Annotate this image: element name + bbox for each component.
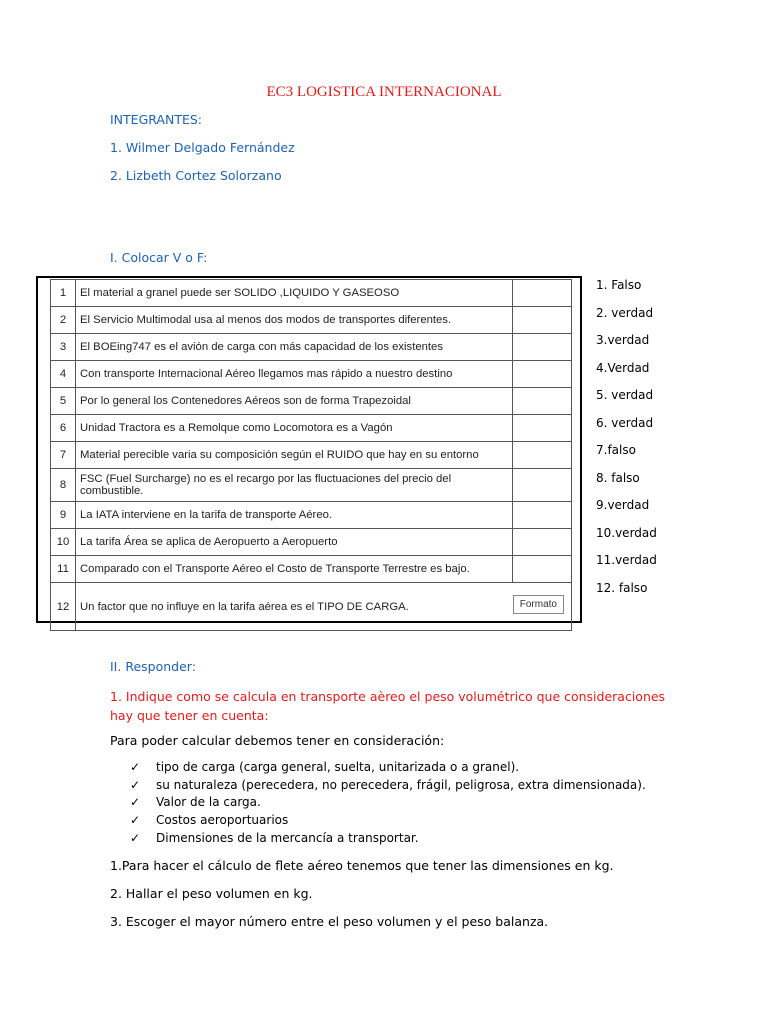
step-3: 3. Escoger el mayor número entre el peso volumen y el peso balanza. bbox=[110, 914, 549, 929]
document-title: EC3 LOGISTICA INTERNACIONAL bbox=[266, 84, 502, 100]
true-false-table bbox=[50, 279, 572, 631]
answer-item: 6. verdad bbox=[596, 415, 654, 430]
table-row bbox=[51, 529, 572, 556]
answer-cell bbox=[513, 442, 572, 469]
table-row bbox=[51, 415, 572, 442]
answer-cell bbox=[513, 388, 572, 415]
true-false-table-frame bbox=[36, 276, 582, 623]
question-text: Material perecible varia su composición según el RUIDO que hay en su entorno bbox=[76, 442, 513, 469]
checkmark-icon: ✓ bbox=[130, 777, 141, 792]
answers-list bbox=[596, 278, 756, 608]
considerations-list bbox=[130, 758, 646, 847]
answer-item: 9.verdad bbox=[596, 498, 650, 512]
answer-item: 3.verdad bbox=[596, 333, 650, 347]
table-row bbox=[51, 307, 572, 334]
member-1: 1. Wilmer Delgado Fernández bbox=[110, 140, 295, 155]
table-row bbox=[51, 388, 572, 415]
question-number: 11 bbox=[51, 556, 76, 583]
list-item bbox=[130, 776, 646, 794]
answer-item: 2. verdad bbox=[596, 305, 654, 320]
checkmark-icon: ✓ bbox=[130, 813, 141, 828]
answer-item: 11.verdad bbox=[596, 553, 657, 567]
table-row bbox=[51, 583, 572, 631]
table-row bbox=[51, 556, 572, 583]
question-number: 4 bbox=[51, 361, 76, 388]
section-1-heading: I. Colocar V o F: bbox=[110, 250, 208, 265]
question-number: 12 bbox=[51, 583, 76, 631]
formato-button[interactable]: Formato bbox=[513, 595, 564, 614]
answer-cell bbox=[513, 334, 572, 361]
step-1: 1.Para hacer el cálculo de flete aéreo tenemos que tener las dimensiones en kg. bbox=[110, 858, 614, 873]
question-number: 2 bbox=[51, 307, 76, 334]
question-text: El material a granel puede ser SOLIDO ,LIQUIDO Y GASEOSO bbox=[76, 280, 513, 307]
answer-cell bbox=[513, 469, 572, 502]
checkmark-icon: ✓ bbox=[130, 831, 141, 846]
question-number: 9 bbox=[51, 502, 76, 529]
question-text: Un factor que no influye en la tarifa aérea es el TIPO DE CARGA. bbox=[80, 600, 409, 613]
answer-item: 10.verdad bbox=[596, 525, 657, 540]
answer-cell bbox=[513, 415, 572, 442]
question-text: Unidad Tractora es a Remolque como Locomotora es a Vagón bbox=[76, 415, 513, 442]
list-item bbox=[130, 758, 646, 776]
question-text: El BOEing747 es el avión de carga con más capacidad de los existentes bbox=[76, 334, 513, 361]
list-item-text: tipo de carga (carga general, suelta, unitarizada o a granel). bbox=[156, 759, 520, 774]
answer-item: 8. falso bbox=[596, 470, 640, 485]
answer-item: 12. falso bbox=[596, 580, 648, 595]
answer-cell bbox=[513, 502, 572, 529]
question-number: 1 bbox=[51, 280, 76, 307]
answer-cell bbox=[513, 361, 572, 388]
answer-cell bbox=[513, 556, 572, 583]
question-number: 7 bbox=[51, 442, 76, 469]
question-text: La IATA interviene en la tarifa de transporte Aéreo. bbox=[76, 502, 513, 529]
question-text: La tarifa Área se aplica de Aeropuerto a Aeropuerto bbox=[76, 529, 513, 556]
question-number: 6 bbox=[51, 415, 76, 442]
question-text: Por lo general los Contenedores Aéreos son de forma Trapezoidal bbox=[76, 388, 513, 415]
answer-item: 1. Falso bbox=[596, 278, 642, 292]
question-number: 5 bbox=[51, 388, 76, 415]
checkmark-icon: ✓ bbox=[130, 795, 141, 810]
table-row bbox=[51, 502, 572, 529]
question-text-cell bbox=[76, 583, 572, 631]
section-2-heading: II. Responder: bbox=[110, 659, 196, 674]
list-item bbox=[130, 794, 646, 812]
checkmark-icon: ✓ bbox=[130, 759, 141, 774]
table-row bbox=[51, 469, 572, 502]
question-text: FSC (Fuel Surcharge) no es el recargo por las fluctuaciones del precio del combustible. bbox=[76, 469, 513, 502]
list-item bbox=[130, 811, 646, 829]
answer-cell bbox=[513, 307, 572, 334]
table-row bbox=[51, 334, 572, 361]
answer-cell bbox=[513, 529, 572, 556]
list-item-text: su naturaleza (perecedera, no perecedera, frágil, peligrosa, extra dimensionada). bbox=[156, 777, 646, 792]
members-heading: INTEGRANTES: bbox=[110, 112, 203, 127]
table-row bbox=[51, 361, 572, 388]
intro-paragraph: Para poder calcular debemos tener en consideración: bbox=[110, 733, 445, 748]
question-1-prompt: 1. Indique como se calcula en transporte aèreo el peso volumétrico que consideraciones hay que tener en cuenta: bbox=[110, 689, 666, 723]
question-text: Con transporte Internacional Aéreo llegamos mas rápido a nuestro destino bbox=[76, 361, 513, 388]
list-item-text: Dimensiones de la mercancía a transportar. bbox=[156, 831, 419, 846]
list-item-text: Costos aeroportuarios bbox=[156, 813, 289, 828]
question-text: El Servicio Multimodal usa al menos dos modos de transportes diferentes. bbox=[76, 307, 513, 334]
list-item-text: Valor de la carga. bbox=[156, 795, 261, 810]
question-text: Comparado con el Transporte Aéreo el Costo de Transporte Terrestre es bajo. bbox=[76, 556, 513, 583]
question-number: 10 bbox=[51, 529, 76, 556]
member-2: 2. Lizbeth Cortez Solorzano bbox=[110, 168, 282, 183]
question-number: 3 bbox=[51, 334, 76, 361]
answer-cell bbox=[513, 280, 572, 307]
list-item bbox=[130, 829, 646, 847]
table-row bbox=[51, 442, 572, 469]
question-number: 8 bbox=[51, 469, 76, 502]
step-2: 2. Hallar el peso volumen en kg. bbox=[110, 886, 313, 901]
answer-item: 4.Verdad bbox=[596, 360, 650, 375]
table-row bbox=[51, 280, 572, 307]
answer-item: 7.falso bbox=[596, 443, 636, 457]
answer-item: 5. verdad bbox=[596, 388, 654, 402]
